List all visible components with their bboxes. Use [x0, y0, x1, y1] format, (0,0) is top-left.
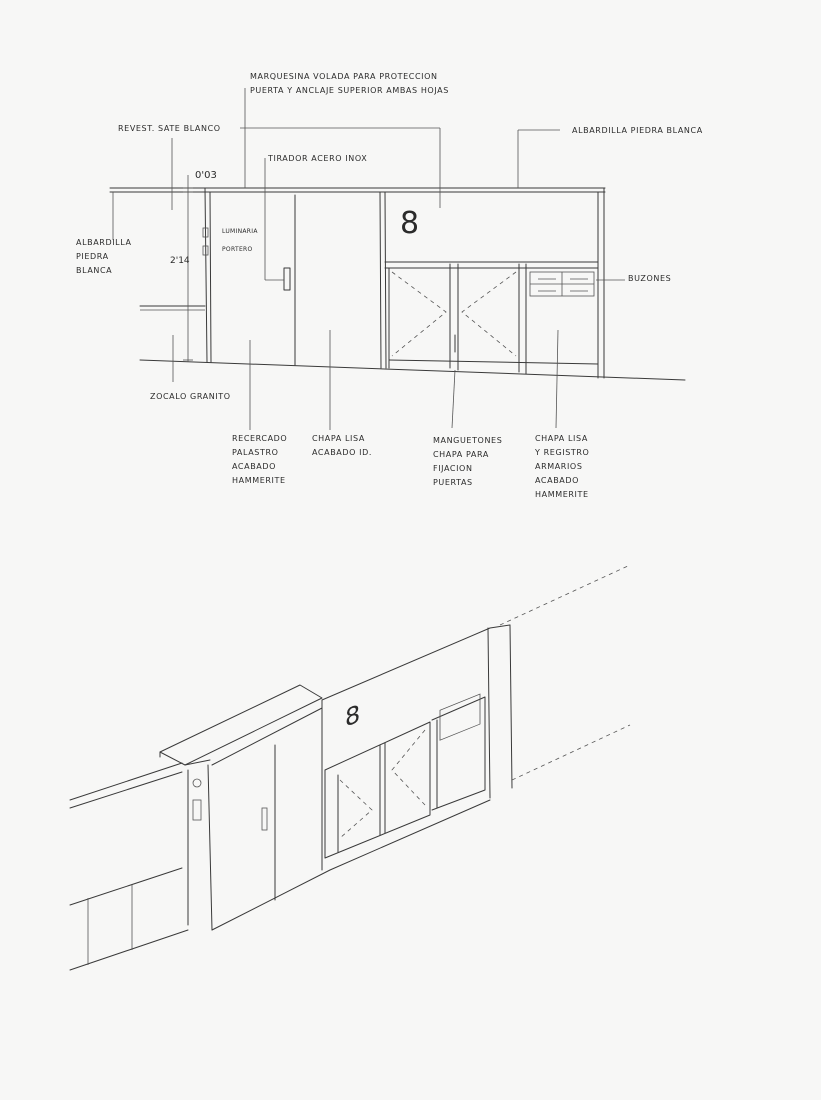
recercado-label: RECERCADO PALASTRO ACABADO HAMMERITE [232, 434, 288, 485]
tirador-label: TIRADOR ACERO INOX [268, 154, 368, 163]
luminaria-label: LUMINARIA [222, 228, 258, 235]
buzones-label: BUZONES [628, 274, 672, 283]
marquesina-label: MARQUESINA VOLADA PARA PROTECCION PUERTA Y ANCLAJE SUPERIOR AMBAS HOJAS [250, 72, 449, 95]
albardilla-right-label: ALBARDILLA PIEDRA BLANCA [572, 126, 703, 135]
chapa-lisa-2-label: CHAPA LISA Y REGISTRO ARMARIOS ACABADO HAMMERITE [535, 434, 590, 499]
house-number-elevation: 8 [400, 206, 420, 241]
portero-label: PORTERO [222, 246, 253, 253]
dimension-height: 2'14 [170, 256, 190, 266]
dimension-top: 0'03 [195, 170, 217, 181]
zocalo-label: ZOCALO GRANITO [150, 392, 231, 401]
albardilla-left-label: ALBARDILLA PIEDRA BLANCA [76, 238, 132, 275]
mangueton-label: MANGUETONES CHAPA PARA FIJACION PUERTAS [433, 436, 503, 487]
house-number-perspective: 8 [345, 699, 361, 733]
perspective-drawing [70, 565, 630, 970]
chapa-lisa-1-label: CHAPA LISA ACABADO ID. [312, 434, 373, 457]
elevation-drawing [110, 88, 685, 430]
revest-label: REVEST. SATE BLANCO [118, 124, 221, 133]
